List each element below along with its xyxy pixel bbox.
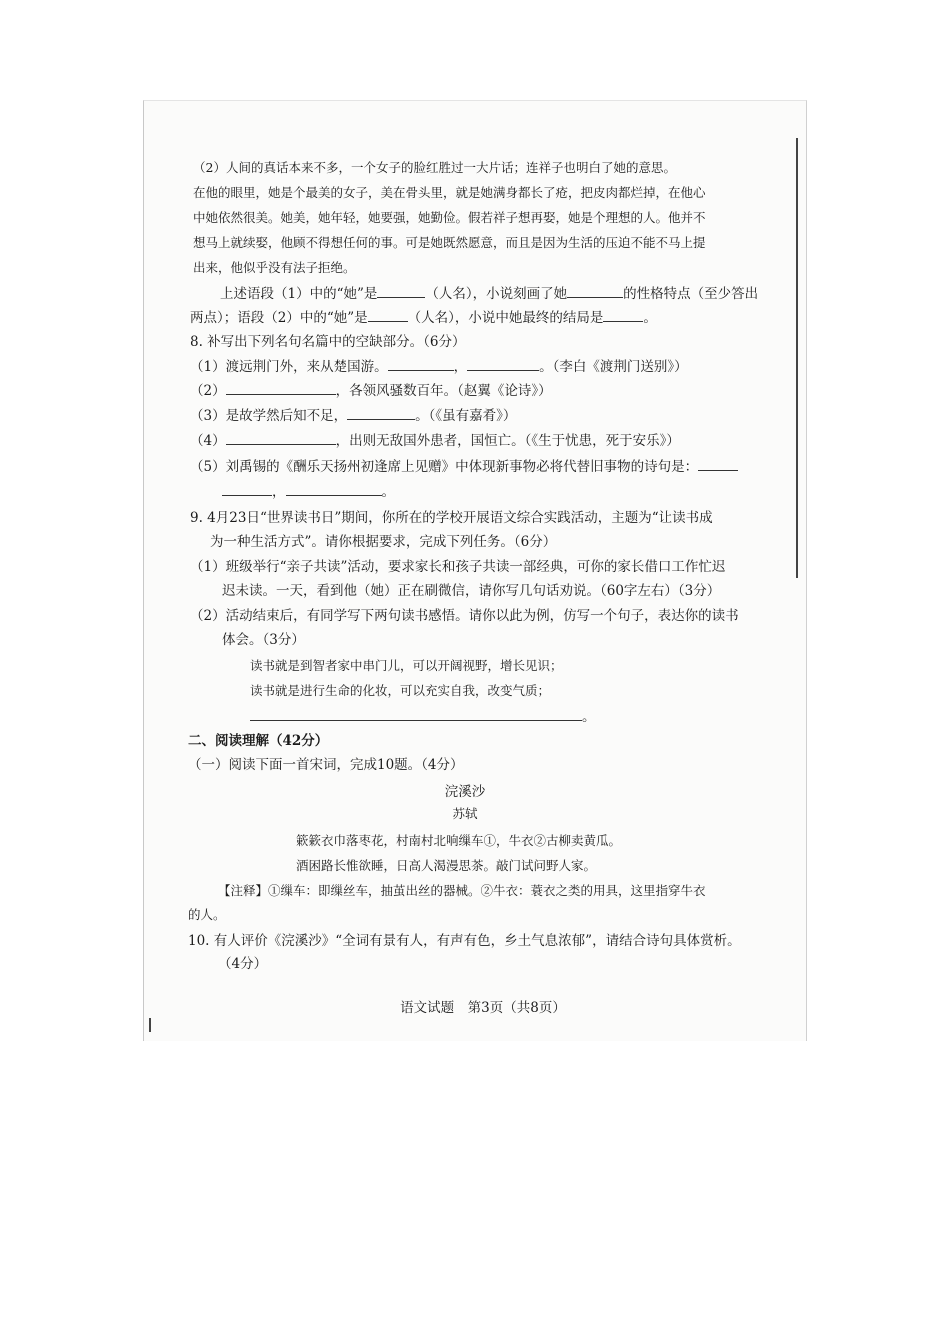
- question-text: 。: [643, 310, 657, 326]
- passage-line: 想马上就续娶，他顾不得想任何的事。可是她既然愿意，而且是因为生活的压迫不能不马上提: [193, 235, 706, 250]
- passage-line: （2）人间的真话本来不多，一个女子的脸红胜过一大片话；连祥子也明白了她的意思。: [193, 160, 676, 175]
- example-sentence: 读书就是进行生命的化妆，可以充实自我，改变气质；: [250, 683, 551, 698]
- question-text: （4）: [190, 433, 226, 449]
- poem-author: 苏轼: [452, 806, 478, 821]
- question-10-line: 10. 有人评价《浣溪沙》“全词有景有人，有声有色，乡土气息浓郁”，请结合诗句具体赏析。: [188, 933, 741, 949]
- question-8-title: 8. 补写出下列名句名篇中的空缺部分。（6分）: [190, 334, 466, 350]
- page-edge-mark: [796, 138, 798, 578]
- question-10-line: （4分）: [218, 956, 268, 972]
- question-9-part-1: 迟未读。一天，看到他（她）正在刷微信，请你写几句话劝说。（60字左右）（3分）: [222, 583, 721, 599]
- answer-blank[interactable]: [226, 430, 336, 445]
- poem-line: 簌簌衣巾落枣花，村南村北响缫车①，牛衣②古柳卖黄瓜。: [296, 833, 622, 848]
- question-text: 。: [582, 709, 596, 725]
- question-8-item-5: [190, 456, 738, 478]
- question-9-part-2: 体会。（3分）: [222, 632, 305, 648]
- page-edge-mark: [149, 1018, 151, 1032]
- answer-blank[interactable]: [222, 481, 272, 496]
- question-text: ，出则无敌国外患者，国恒亡。（《生于忧患，死于安乐》）: [335, 433, 680, 449]
- passage-line: 在他的眼里，她是个最美的女子，美在骨头里，就是她满身都长了疮，把皮肉都烂掉，在他心: [193, 185, 706, 200]
- question-text: （人名），小说中她最终的结局是: [407, 310, 604, 326]
- question-text: （2）: [190, 383, 226, 399]
- page-footer: 语文试题 第3页（共8页）: [400, 1000, 566, 1016]
- question-9-line: 9. 4月23日“世界读书日”期间，你所在的学校开展语文综合实践活动，主题为“让读书成: [190, 510, 713, 526]
- question-8-item-3: [190, 405, 516, 427]
- answer-blank[interactable]: [347, 405, 415, 420]
- question-9-part-2: （2）活动结束后，有同学写下两句读书感悟。请你以此为例，仿写一个句子，表达你的读书: [190, 608, 739, 624]
- question-text: 的性格特点（至少答出: [623, 286, 759, 302]
- question-9-part-1: （1）班级举行“亲子共读”活动，要求家长和孩子共读一部经典，可你的家长借口工作忙迟: [190, 559, 726, 575]
- answer-blank[interactable]: [250, 706, 582, 721]
- section-title: 二、阅读理解（42分）: [188, 733, 329, 749]
- question-8-item-4: [190, 430, 680, 452]
- poem-note: 【注释】①缫车：即缫丝车，抽茧出丝的器械。②牛衣：蓑衣之类的用具，这里指穿牛衣: [218, 883, 706, 898]
- question-7-line: [190, 307, 657, 329]
- poem-note: 的人。: [188, 907, 226, 922]
- answer-line: [250, 706, 596, 728]
- question-text: 。（《虽有嘉肴》）: [415, 408, 517, 424]
- question-text: （1）渡远荆门外，来从楚国游。: [190, 359, 388, 375]
- answer-blank[interactable]: [377, 283, 425, 298]
- question-text: 。（李白《渡荆门送别》）: [539, 359, 688, 375]
- answer-blank[interactable]: [603, 307, 643, 322]
- question-text: （5）刘禹锡的《酬乐天扬州初逢席上见赠》中体现新事物必将代替旧事物的诗句是：: [190, 459, 699, 475]
- question-text: ，: [272, 484, 286, 500]
- question-text: ，各领风骚数百年。（赵翼《论诗》）: [335, 383, 552, 399]
- question-text: （人名），小说刻画了她: [425, 286, 568, 302]
- poem-title: 浣溪沙: [444, 784, 486, 800]
- question-8-item-5-cont: [222, 481, 395, 503]
- question-text: 。: [381, 484, 395, 500]
- question-7-line: [220, 283, 758, 305]
- answer-blank[interactable]: [698, 456, 738, 471]
- poem-line: 酒困路长惟欲睡，日高人渴漫思茶。敲门试问野人家。: [296, 858, 597, 873]
- passage-line: 中她依然很美。她美，她年轻，她要强，她勤俭。假若祥子想再娶，她是个理想的人。他并不: [193, 210, 706, 225]
- passage-line: 出来，他似乎没有法子拒绝。: [193, 260, 356, 275]
- question-text: 上述语段（1）中的“她”是: [220, 286, 378, 302]
- question-9-line: 为一种生活方式”。请你根据要求，完成下列任务。（6分）: [210, 534, 557, 550]
- example-sentence: 读书就是到智者家中串门儿，可以开阔视野，增长见识；: [250, 658, 563, 673]
- question-8-item-1: [190, 356, 688, 378]
- section-subtitle: （一）阅读下面一首宋词，完成10题。（4分）: [188, 757, 464, 773]
- answer-blank[interactable]: [286, 481, 382, 496]
- answer-blank[interactable]: [467, 356, 539, 371]
- question-8-item-2: [190, 380, 552, 402]
- answer-blank[interactable]: [567, 283, 623, 298]
- question-text: （3）是故学然后知不足，: [190, 408, 348, 424]
- answer-blank[interactable]: [368, 307, 408, 322]
- answer-blank[interactable]: [388, 356, 454, 371]
- answer-blank[interactable]: [226, 380, 336, 395]
- question-text: 两点）；语段（2）中的“她”是: [190, 310, 368, 326]
- question-text: ，: [453, 359, 468, 375]
